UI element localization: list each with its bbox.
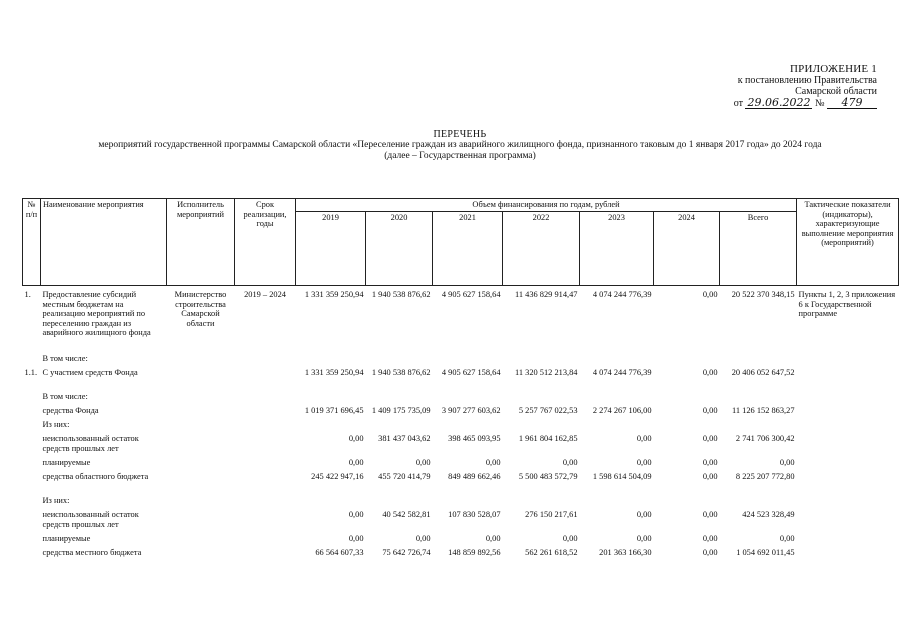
cell-value (503, 391, 580, 405)
cell-value: 1 409 175 735,09 (371, 405, 431, 415)
document-heading (40, 129, 880, 162)
document-subtitle-2: (далее – Государственная программа) (384, 151, 536, 161)
cell-value: 849 489 662,46 (448, 471, 501, 481)
cell-value (296, 353, 366, 367)
cell-value: 5 500 483 572,79 (518, 471, 578, 481)
table-row (23, 353, 899, 367)
cell-total: 20 406 052 647,52 (731, 367, 795, 377)
row-label: средства Фонда (42, 405, 99, 415)
table-row (23, 457, 899, 471)
cell-value: 0,00 (702, 405, 718, 415)
cell-value (433, 419, 503, 433)
col-header-total: Всего (720, 211, 797, 285)
date-prefix: от (733, 98, 743, 109)
cell-total: 11 126 152 863,27 (732, 405, 795, 415)
row-indicators (797, 495, 899, 509)
cell-value: 1 598 614 504,09 (592, 471, 652, 481)
cell-value: 0,00 (348, 457, 364, 467)
cell-value: 107 830 528,07 (448, 509, 501, 519)
cell-value (366, 391, 433, 405)
cell-value (503, 495, 580, 509)
cell-value (433, 391, 503, 405)
table-row (23, 367, 899, 391)
cell-value: 1 019 371 696,45 (304, 405, 364, 415)
table-row-main (23, 289, 899, 339)
cell-value: 381 437 043,62 (378, 433, 431, 443)
row-label: В том числе: (42, 353, 88, 363)
cell-value: 0,00 (562, 457, 578, 467)
cell-value: 2 274 267 106,00 (592, 405, 652, 415)
table-row (23, 471, 899, 495)
cell-value: 4 905 627 158,64 (441, 290, 501, 299)
col-header-year: 2022 (503, 211, 580, 285)
col-header-year: 2021 (433, 211, 503, 285)
cell-value (580, 495, 654, 509)
row-indicators (797, 405, 899, 419)
row-no (23, 495, 41, 509)
cell-value (654, 353, 720, 367)
cell-total (720, 391, 797, 405)
col-header-term: Срок реализации, годы (235, 199, 296, 286)
col-header-year: 2020 (366, 211, 433, 285)
cell-value: 0,00 (636, 533, 652, 543)
cell-value: 0,00 (702, 290, 718, 299)
col-header-financing: Объем финансирования по годам, рублей (296, 199, 797, 212)
cell-value: 562 261 618,52 (525, 547, 578, 557)
row-indicators (797, 433, 899, 457)
cell-value: 0,00 (702, 471, 718, 481)
col-header-year: 2019 (296, 211, 366, 285)
cell-total: 8 225 207 772,80 (735, 471, 795, 481)
col-header-executor: Исполнитель мероприятий (167, 199, 235, 286)
cell-value: 4 074 244 776,39 (592, 367, 652, 377)
cell-value: 0,00 (636, 457, 652, 467)
cell-total: 0,00 (779, 533, 795, 543)
row-indicators (797, 457, 899, 471)
cell-value: 0,00 (485, 457, 501, 467)
cell-value: 4 905 627 158,64 (441, 367, 501, 377)
header-row (23, 199, 899, 212)
cell-value (433, 495, 503, 509)
cell-value: 398 465 093,95 (448, 433, 501, 443)
cell-value: 75 642 726,74 (382, 547, 431, 557)
cell-value: 0,00 (702, 433, 718, 443)
row-no (23, 471, 41, 495)
cell-value: 1 331 359 250,94 (304, 367, 364, 377)
row-indicators (797, 419, 899, 433)
col-header-indicators: Тактические показатели (индикаторы), характеризующие выполнение мероприятия (мероприятий) (797, 199, 899, 286)
cell-value: 3 907 277 603,62 (441, 405, 501, 415)
table-row (23, 547, 899, 571)
cell-value: 1 940 538 876,62 (371, 367, 431, 377)
row-no (23, 353, 41, 367)
cell-value: 0,00 (636, 509, 652, 519)
row-no (23, 391, 41, 405)
cell-value (580, 353, 654, 367)
row-label: неиспользованный остаток средств прошлых лет (42, 509, 139, 529)
cell-value: 1 961 804 162,85 (518, 433, 578, 443)
table-row (23, 533, 899, 547)
financing-table (22, 198, 899, 571)
cell-value: 4 074 244 776,39 (592, 290, 652, 299)
table-row (23, 509, 899, 533)
cell-value: 0,00 (485, 533, 501, 543)
cell-value: 1 331 359 250,94 (304, 290, 364, 299)
annex-title: ПРИЛОЖЕНИЕ 1 (790, 63, 877, 75)
cell-value (433, 353, 503, 367)
cell-value: 11 320 512 213,84 (514, 367, 578, 377)
table-row (23, 391, 899, 405)
row-no (23, 457, 41, 471)
col-header-name: Наименование мероприятия (41, 199, 167, 286)
cell-value (503, 353, 580, 367)
cell-value: 11 436 829 914,47 (514, 290, 578, 299)
row-no: 1. (24, 290, 31, 299)
table-row (23, 433, 899, 457)
cell-value: 201 363 166,30 (599, 547, 652, 557)
decree-number: 479 (827, 97, 877, 109)
cell-value: 66 564 607,33 (315, 547, 364, 557)
document-subtitle: мероприятий государственной программы Самарской области «Переселение граждан из аварийного жилищного фонда, признанного таковым до 1 января 2017 года» до 2024 года (98, 140, 822, 150)
row-name: Предоставление субсидий местным бюджетам на реализацию мероприятий по переселению граждан из аварийного жилищного фонда (42, 290, 151, 338)
row-no (23, 433, 41, 457)
row-executor: Министерство строительства Самарской области (174, 290, 227, 328)
annex-date-line (677, 97, 877, 109)
row-label: планируемые (42, 533, 91, 543)
row-label: В том числе: (42, 391, 88, 401)
cell-value: 0,00 (415, 457, 431, 467)
row-label: неиспользованный остаток средств прошлых лет (42, 433, 139, 453)
cell-value: 455 720 414,79 (378, 471, 431, 481)
cell-value (366, 353, 433, 367)
cell-value (503, 419, 580, 433)
row-no: 1.1. (24, 367, 38, 377)
cell-value (296, 495, 366, 509)
cell-value: 40 542 582,81 (382, 509, 431, 519)
cell-value: 1 940 538 876,62 (371, 290, 431, 299)
col-header-no: № п/п (23, 199, 41, 286)
row-label: Из них: (42, 419, 70, 429)
cell-value: 245 422 947,16 (311, 471, 364, 481)
table-row (23, 495, 899, 509)
cell-value (296, 391, 366, 405)
cell-value (654, 495, 720, 509)
cell-total: 2 741 706 300,42 (735, 433, 795, 443)
row-no (23, 533, 41, 547)
annex-block (677, 64, 877, 109)
cell-value (580, 419, 654, 433)
row-label: Из них: (42, 495, 70, 505)
cell-value: 148 859 892,56 (448, 547, 501, 557)
row-no (23, 419, 41, 433)
row-no (23, 509, 41, 533)
cell-value: 0,00 (348, 433, 364, 443)
cell-total (720, 353, 797, 367)
row-label: средства местного бюджета (42, 547, 142, 557)
decree-date: 29.06.2022 (747, 96, 811, 109)
cell-total: 0,00 (779, 457, 795, 467)
row-indicators (797, 509, 899, 533)
cell-total: 20 522 370 348,15 (731, 290, 795, 299)
cell-value (654, 391, 720, 405)
cell-value: 0,00 (702, 533, 718, 543)
cell-value: 0,00 (702, 457, 718, 467)
row-no (23, 405, 41, 419)
annex-line-2: Самарской области (795, 86, 877, 97)
cell-value: 0,00 (348, 509, 364, 519)
row-indicators (797, 391, 899, 405)
table-body (23, 286, 899, 571)
row-indicators (797, 353, 899, 367)
cell-total (720, 419, 797, 433)
cell-value (366, 419, 433, 433)
cell-value: 0,00 (702, 509, 718, 519)
row-indicators (797, 367, 899, 391)
number-prefix: № (814, 98, 825, 109)
col-header-year: 2024 (654, 211, 720, 285)
cell-value: 0,00 (702, 367, 718, 377)
table-row (23, 419, 899, 433)
cell-value (580, 391, 654, 405)
cell-value: 5 257 767 022,53 (518, 405, 578, 415)
col-header-year: 2023 (580, 211, 654, 285)
cell-value: 0,00 (415, 533, 431, 543)
row-no (23, 547, 41, 571)
cell-value: 0,00 (636, 433, 652, 443)
row-label: средства областного бюджета (42, 471, 149, 481)
cell-value: 0,00 (562, 533, 578, 543)
cell-value (296, 419, 366, 433)
row-indicators: Пункты 1, 2, 3 приложения 6 к Государственной программе (798, 290, 896, 319)
cell-value: 0,00 (348, 533, 364, 543)
document-title: ПЕРЕЧЕНЬ (433, 129, 487, 140)
cell-value: 0,00 (702, 547, 718, 557)
row-label: С участием средств Фонда (42, 367, 138, 377)
cell-value (366, 495, 433, 509)
annex-line-1: к постановлению Правительства (737, 75, 877, 86)
row-term: 2019 – 2024 (244, 290, 286, 299)
cell-value (654, 419, 720, 433)
table-row (23, 405, 899, 419)
row-indicators (797, 471, 899, 495)
cell-total: 1 054 692 011,45 (736, 547, 795, 557)
row-label: планируемые (42, 457, 91, 467)
cell-total (720, 495, 797, 509)
row-indicators (797, 533, 899, 547)
cell-total: 424 523 328,49 (742, 509, 795, 519)
row-indicators (797, 547, 899, 571)
cell-value: 276 150 217,61 (525, 509, 578, 519)
